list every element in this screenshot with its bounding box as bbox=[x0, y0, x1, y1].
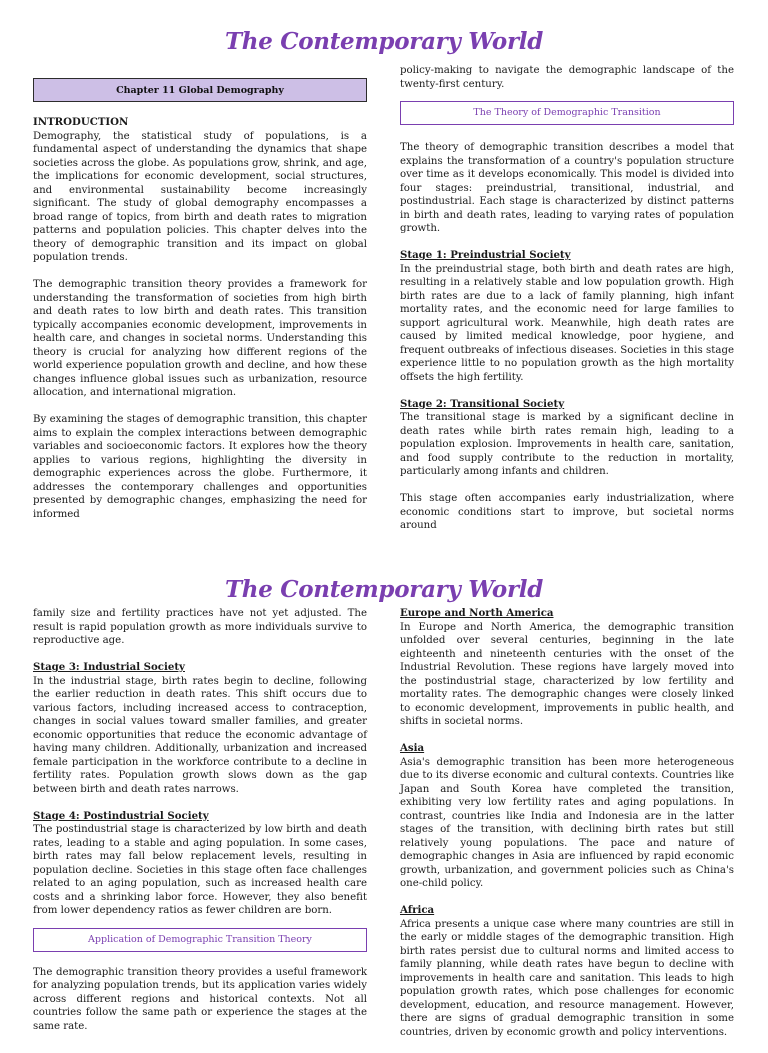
stage2-paragraph: The transitional stage is marked by a significant decline in death rates while birth rates remain high, leading to a population explosion. Improvements in health care, sanitation, and food supply contribute to the reduction in mortality, particularly among infants and children. bbox=[400, 412, 734, 477]
right-column bbox=[400, 607, 734, 1053]
asia-paragraph: Asia's demographic transition has been more heterogeneous due to its diverse economic and cultural contexts. Countries like Japan and South Korea have completed the transition, exhibiting very low fertility rates and aging populations. In contrast, countries like India and Indonesia are in the latter stages of the transition, with declining birth rates but still relatively young populations. The pace and nature of demographic changes in Asia are influenced by rapid economic growth, urbanization, and government policies such as China's one-child policy. bbox=[400, 756, 734, 889]
stage2-heading: Stage 2: Transitional Society bbox=[400, 397, 565, 410]
africa-paragraph: Africa presents a unique case where many countries are still in the early or middle stages of the demographic transition. High birth rates persist due to cultural norms and limited access to family planning, while death rates have begun to decline with improvements in health care and sanitation. This leads to high population growth rates, which pose challenges for economic development, education, and resource management. However, there are signs of gradual demographic transition in some countries, driven by economic growth and policy interventions. bbox=[400, 918, 734, 1038]
continuation-paragraph: policy-making to navigate the demographic landscape of the twenty-first century. bbox=[400, 65, 734, 90]
stage3-heading: Stage 3: Industrial Society bbox=[33, 661, 185, 673]
right-column bbox=[400, 64, 734, 546]
introduction-heading: INTRODUCTION bbox=[33, 116, 129, 128]
stage2-paragraph: This stage often accompanies early industrialization, where economic conditions start to improve, but societal norms around bbox=[400, 493, 734, 531]
chapter-banner: Chapter 11 Global Demography bbox=[33, 78, 367, 102]
left-column bbox=[33, 607, 367, 1047]
stage4-heading: Stage 4: Postindustrial Society bbox=[33, 809, 209, 822]
application-banner: Application of Demographic Transition Theory bbox=[33, 928, 367, 952]
theory-banner: The Theory of Demographic Transition bbox=[400, 101, 734, 125]
continuation-paragraph: family size and fertility practices have not yet adjusted. The result is rapid population growth as more individuals survive to reproductive age. bbox=[33, 608, 367, 646]
page-title: The Contemporary World bbox=[224, 28, 543, 55]
stage1-paragraph: In the preindustrial stage, both birth and death rates are high, resulting in a relatively stable and low population growth. High birth rates are due to a lack of family planning, high infant mortality rates, and the economic need for large families to support agricultural work. Meanwhile, high death rates are caused by limited medical knowledge, poor hygiene, and frequent outbreaks of infectious diseases. Societies in this stage experience little to no population growth as the high mortality offsets the high fertility. bbox=[400, 263, 734, 383]
page-title: The Contemporary World bbox=[224, 576, 543, 603]
europe-paragraph: In Europe and North America, the demographic transition unfolded over several centuries, beginning in the late eighteenth and nineteenth centuries with the onset of the Industrial Revolution. These regions have largely moved into the postindustrial stage, characterized by low fertility and mortality rates. The demographic changes were closely linked to economic development, improvements in public health, and shifts in societal norms. bbox=[400, 621, 734, 727]
stage1-heading: Stage 1: Preindustrial Society bbox=[400, 249, 571, 261]
left-column bbox=[33, 116, 367, 535]
document-page-2 bbox=[0, 512, 768, 1038]
stage3-paragraph: In the industrial stage, birth rates begin to decline, following the earlier reduction in death rates. This shift occurs due to various factors, including increased access to contraception, changes in social values toward smaller families, and greater economic opportunities that reduce the economic advantage of having many children. Additionally, urbanization and increased female participation in the workforce contribute to a decline in fertility rates. Population growth slows down as the gap between birth and death rates narrows. bbox=[33, 675, 367, 795]
asia-heading: Asia bbox=[400, 742, 425, 754]
intro-paragraph: By examining the stages of demographic transition, this chapter aims to explain the complex interactions between demographic variables and socioeconomic factors. It explores how the theory applies to various regions, highlighting the diversity in demographic experiences across the globe. Furthermore, it addresses the contemporary challenges and opportunities presented by demographic changes, emphasizing the need for informed bbox=[33, 414, 367, 520]
application-paragraph: The demographic transition theory provides a useful framework for analyzing population trends, but its application varies widely across different regions and historical contexts. Not all countries follow the same path or experience the stages at the same rate. bbox=[33, 966, 367, 1032]
theory-paragraph: The theory of demographic transition describes a model that explains the transformation of a country's population structure over time as it develops economically. This model is divided into four stages: preindustrial, transitional, industrial, and postindustrial. Each stage is characterized by distinct patterns in birth and death rates, leading to varying rates of population growth. bbox=[400, 142, 734, 234]
europe-heading: Europe and North America bbox=[400, 607, 554, 619]
africa-heading: Africa bbox=[400, 904, 435, 916]
intro-paragraph: The demographic transition theory provides a framework for understanding the transformation of societies from high birth and death rates to low birth and death rates. This transition typically accompanies economic development, improvements in health care, and changes in societal norms. Understanding this theory is crucial for analyzing how different regions of the world experience population growth and decline, and how these changes influence global issues such as urbanization, resource allocation, and international migration. bbox=[33, 279, 367, 398]
stage4-paragraph: The postindustrial stage is characterized by low birth and death rates, leading to a stable and aging population. In some cases, birth rates may fall below replacement levels, resulting in population decline. Societies in this stage often face challenges related to an aging population, such as increased health care costs and a shrinking labor force. However, they also benefit from lower dependency ratios as fewer children are born. bbox=[33, 824, 367, 916]
intro-paragraph: Demography, the statistical study of populations, is a fundamental aspect of understanding the dynamics that shape societies across the globe. As populations grow, shrink, and age, the implications for economic development, social structures, and environmental sustainability become increasingly significant. The study of global demography encompasses a broad range of topics, from birth and death rates to migration patterns and population policies. This chapter delves into the theory of demographic transition and its impact on global population trends. bbox=[33, 130, 367, 263]
